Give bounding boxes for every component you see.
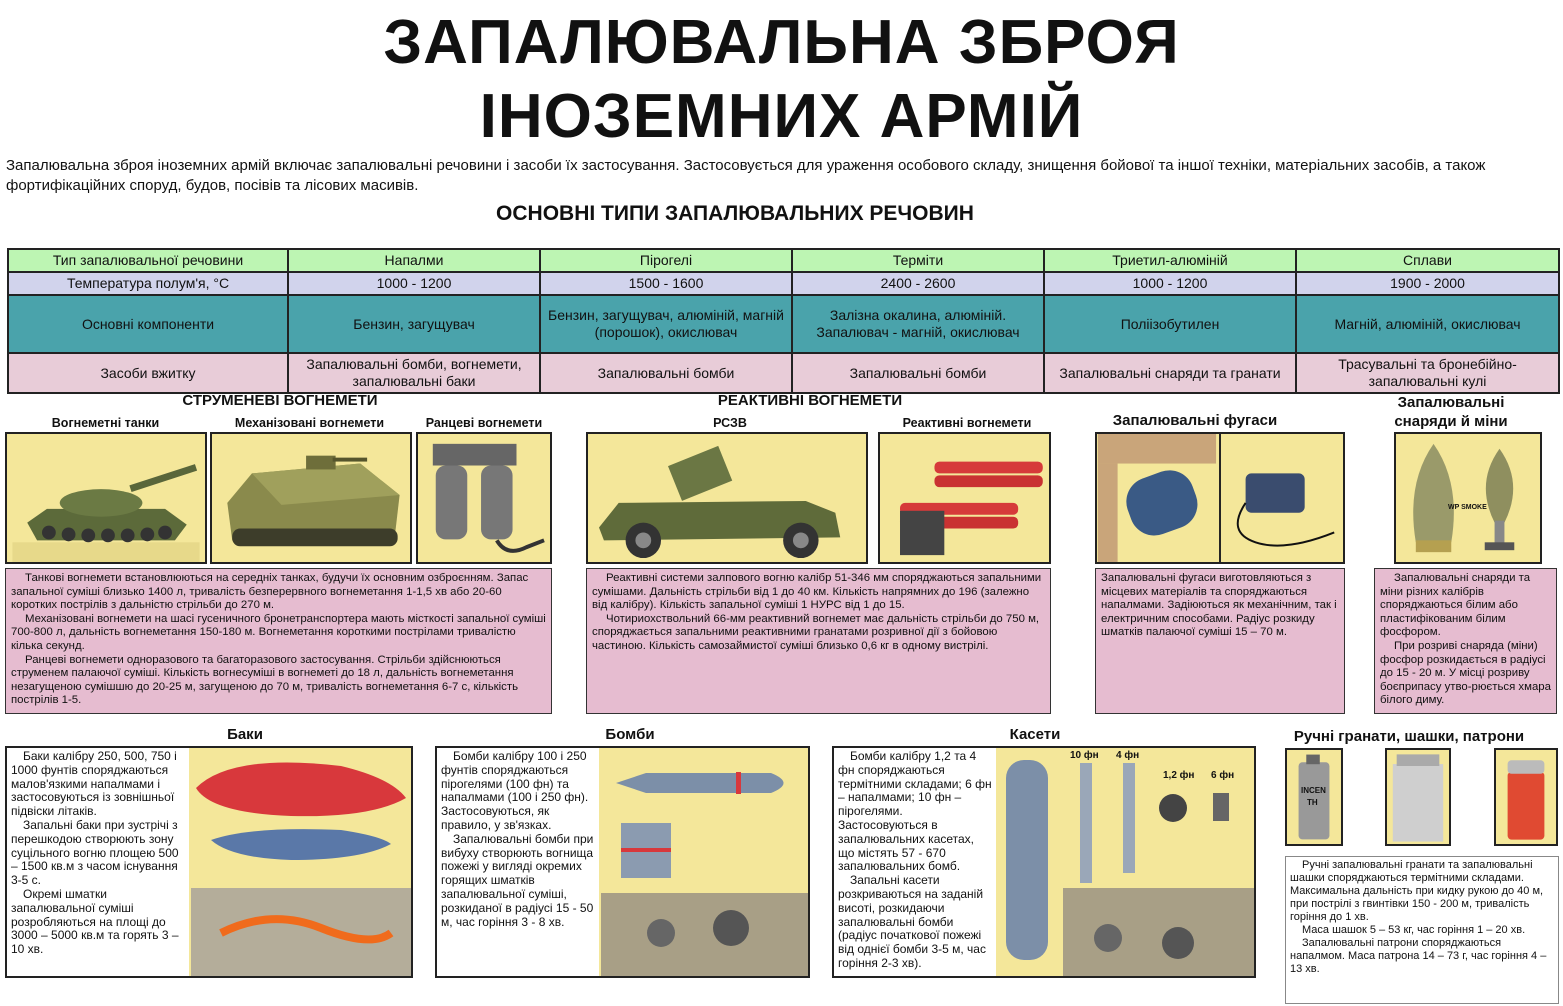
table-cell: 2400 - 2600 xyxy=(792,272,1044,295)
table-cell: Бензин, загущувач xyxy=(288,295,540,353)
table-cell: Запалювальні бомби xyxy=(540,353,792,393)
table-cell: 1900 - 2000 xyxy=(1296,272,1559,295)
rocket-flamethrowers-text xyxy=(586,568,1051,714)
table-subtitle: ОСНОВНІ ТИПИ ЗАПАЛЮВАЛЬНИХ РЕЧОВИН xyxy=(496,202,974,225)
text-paragraph: Чотириохствольний 66-мм реактивний вогнемет має дальність стрільби до 750 м, споряджається запальними реактивними гранатами розривної дії з бойовою частиною. Кількість самозаймистої суміші близько 0,6 кг в одному вистрілі. xyxy=(592,612,1040,652)
text-paragraph: Запалювальні патрони споряджаються напалмом. Маса патрона 14 – 73 г, час горіння 4 – 13 хв. xyxy=(1290,937,1547,975)
incendiary-block-icon xyxy=(1387,750,1449,844)
grenade-icon xyxy=(1287,750,1341,844)
table-row xyxy=(8,295,1559,353)
text-paragraph: При розриві снаряда (міни) фосфор розкидається в радіусі до 15 - 20 м. У місці розриву боєприпасу утво-рюється хмара білого диму. xyxy=(1380,639,1551,707)
grenade-picture xyxy=(1285,748,1343,846)
napalm-tank-icon xyxy=(191,748,411,976)
rocket-launcher-vehicle-icon xyxy=(588,434,866,562)
table-row xyxy=(8,272,1559,295)
tanks-card xyxy=(5,746,413,978)
label-backpack-flamethrowers: Ранцеві вогнемети xyxy=(425,416,543,430)
table-cell: Запалювальні снаряди та гранати xyxy=(1044,353,1296,393)
text-paragraph: Реактивні системи залпового вогню калібр 51-346 мм споряджаються запальними сумішами. Дальність стрільби від 1 до 40 км. Кількість напрямних до 196 (залежно від калібру). Кількість запальної суміші 1 НУРС від 1 до 15. xyxy=(592,572,1042,612)
table-cell: Залізна окалина, алюміній. Запалювач - магній, окислювач xyxy=(792,295,1044,353)
table-cell: Триетил-алюміній xyxy=(1044,249,1296,272)
multi-barrel-launcher-icon xyxy=(880,434,1049,562)
bombs-text xyxy=(437,748,599,976)
label-flame-tanks: Вогнеметні танки xyxy=(51,416,160,430)
section-title-shells-1: Запалювальні xyxy=(1397,394,1505,411)
text-paragraph: Запалювальні бомби при вибуху створюють вогнища пожежі у вигляді окремих горящих шматків запалювальної суміші, розкиданої в радіусі 15 - 50 м, час горіння 3 - 8 хв. xyxy=(441,831,594,929)
text-paragraph: Ручні запалювальні гранати та запалювальні шашки споряджаються термітними складами. Максимальна дальність при кидку рукою до 40 м, при пострілі з гвинтівки 150 - 200 м, тривалість горіння до 1 хв. xyxy=(1290,859,1544,923)
table-cell: Засоби вжитку xyxy=(8,353,288,393)
fougasse-text xyxy=(1095,568,1345,714)
shells-mines-picture xyxy=(1394,432,1542,564)
text-paragraph: Бомби калібру 1,2 та 4 фн споряджаються термітними складами; 6 фн – напалмами; 10 фн – пірогелями. Застосовуються в запалювальних касетах, що містять 57 - 670 запалювальних бомб. xyxy=(838,749,992,874)
incendiary-block-picture xyxy=(1385,748,1451,846)
tank-icon xyxy=(7,434,205,562)
table-cell: Температура полум'я, °С xyxy=(8,272,288,295)
text-paragraph: Запалювальні фугаси виготовляються з місцевих матеріалів та споряджаються напалмами. Задіюються як механічним, так і електричним способами. Радіус розкиду шматків палаючої суміші 15 – 70 м. xyxy=(1101,572,1337,639)
text-paragraph: Маса шашок 5 – 53 кг, час горіння 1 – 20 хв. xyxy=(1302,924,1526,936)
label-6lb: 6 фн xyxy=(1211,770,1235,781)
table-cell: Тип запалювальної речовини xyxy=(8,249,288,272)
text-paragraph: Запалювальні снаряди та міни різних калібрів споряджаються білим або пластифікованим білим фосфором. xyxy=(1380,572,1531,639)
shell-mark: WP SMOKE xyxy=(1448,504,1487,511)
mechanized-flamethrower-picture xyxy=(210,432,412,564)
page-title-line2: ІНОЗЕМНИХ АРМІЙ xyxy=(479,82,1084,151)
table-cell: 1000 - 1200 xyxy=(1044,272,1296,295)
table-cell: Поліізобутилен xyxy=(1044,295,1296,353)
grenade-mark: INCEN xyxy=(1301,786,1326,795)
table-cell: Сплави xyxy=(1296,249,1559,272)
section-title-fougasse: Запалювальні фугаси xyxy=(1112,412,1278,429)
grenades-text xyxy=(1285,856,1559,1004)
text-paragraph: Баки калібру 250, 500, 750 і 1000 фунтів споряджаються мал​ов'язкими напалмами і застосовуються із зовнішньої підвіски літаків. xyxy=(11,749,177,819)
section-title-jet: СТРУМЕНЕВІ ВОГНЕМЕТИ xyxy=(182,392,378,409)
text-paragraph: Запальні баки при зустрічі з перешкодою створюють зону суцільного вогню площею 500 – 1500 кв.м з часом існування 3-5 с. xyxy=(11,817,179,888)
shells-text xyxy=(1374,568,1557,714)
cartridge-picture xyxy=(1494,748,1558,846)
section-title-bombs: Бомби xyxy=(605,726,655,743)
tanks-text xyxy=(7,748,189,976)
fougasse-picture xyxy=(1095,432,1345,564)
table-row xyxy=(8,249,1559,272)
cartridge-icon xyxy=(1496,750,1556,844)
jet-flamethrowers-text xyxy=(5,568,552,714)
table-cell: 1000 - 1200 xyxy=(288,272,540,295)
armored-carrier-icon xyxy=(212,434,410,562)
grenade-mark-th: TH xyxy=(1307,798,1318,807)
table-cell: Запалювальні бомби xyxy=(792,353,1044,393)
bombs-card xyxy=(435,746,810,978)
table-cell: Основні компоненти xyxy=(8,295,288,353)
tanks-picture xyxy=(191,748,411,976)
cassettes-picture xyxy=(998,748,1254,976)
backpack-flamethrower-icon xyxy=(418,434,550,562)
table-row xyxy=(8,353,1559,393)
fougasse-drum-icon xyxy=(1097,434,1343,562)
shell-mine-icon xyxy=(1396,434,1540,562)
incendiary-types-table xyxy=(7,248,1560,394)
incendiary-bomb-icon xyxy=(601,748,808,976)
section-title-rocket: РЕАКТИВНІ ВОГНЕМЕТИ xyxy=(717,392,903,409)
cluster-bomb-icon xyxy=(998,748,1254,976)
page-title-line1: ЗАПАЛЮВАЛЬНА ЗБРОЯ xyxy=(383,8,1180,77)
text-paragraph: Окремі шматки запалювальної суміші розробляються на площі до 3000 – 5000 кв.м та горять 3 – 10 хв. xyxy=(11,886,179,957)
table-cell: Трасувальні та бронебійно-запалювальні кулі xyxy=(1296,353,1559,393)
mlrs-picture xyxy=(586,432,868,564)
label-4lb: 4 фн xyxy=(1116,750,1140,761)
text-paragraph: Бомби калібру 100 і 250 фунтів споряджаються пірогелями (100 фн) та напалмами (100 і 250 фн). Застосовуються, як правило, у зв'язках. xyxy=(441,749,589,832)
bombs-picture xyxy=(601,748,808,976)
label-rocket-flamethrowers: Реактивні вогнемети xyxy=(902,416,1032,430)
text-paragraph: Танкові вогнемети встановлюються на середніх танках, будучи їх основним озброєнням. Запас запальної суміші близько 1400 л, тривалість безперервного вогнеметання 1-1,5 хв або 20-60 коротких пострілів з дальністю стрільби до 270 м. xyxy=(11,572,529,612)
text-paragraph: Ранцеві вогнемети одноразового та багаторазового застосування. Стрільби здійснюються струменем палаючої суміші. Кількість вогнесуміші в вогнеметі до 18 л, дальність вогнеметання незагущеною сумішшю до 20-25 м, загущеною до 70 м, тривалість вогнеметання 6-7 с, кількість пострілів 1-5. xyxy=(11,653,518,707)
cassettes-text xyxy=(834,748,996,976)
section-title-cassettes: Касети xyxy=(1009,726,1061,743)
table-cell: Запалювальні бомби, вогнемети, запалювальні баки xyxy=(288,353,540,393)
section-title-shells-2: снаряди й міни xyxy=(1394,413,1508,430)
table-cell: Пірогелі xyxy=(540,249,792,272)
table-cell: Бензин, загущувач, алюміній, магній (порошок), окислювач xyxy=(540,295,792,353)
cassettes-card xyxy=(832,746,1256,978)
backpack-flamethrower-picture xyxy=(416,432,552,564)
table-cell: Терміти xyxy=(792,249,1044,272)
table-cell: 1500 - 1600 xyxy=(540,272,792,295)
label-10lb: 10 фн xyxy=(1070,750,1099,761)
rocket-flamethrower-picture xyxy=(878,432,1051,564)
text-paragraph: Запальні касети розкриваються на заданій висоті, розкидаючи запалювальні бомби (радіус початкової пожежі від однієї бомби 3-5 м, час горіння 2-3 хв). xyxy=(838,873,986,970)
section-title-grenades: Ручні гранати, шашки, патрони xyxy=(1293,728,1525,745)
intro-text: Запалювальна зброя іноземних армій включає запалювальні речовини і засоби їх застосування. Застосовується для ураження особового складу, знищення бойової та іншої техніки, матеріальних засобів, а також фортифікаційних споруд, будов, посівів та лісових масивів. xyxy=(6,157,1486,194)
label-1-2lb: 1,2 фн xyxy=(1163,770,1195,781)
table-cell: Напалми xyxy=(288,249,540,272)
text-paragraph: Механізовані вогнемети на шасі гусеничного бронетранспортера мають місткості запальної суміші 700-800 л, дальність вогнеметання 150-180 м. Вогнеметання короткими пострілами тривалістю кілька секунд. xyxy=(11,612,546,652)
table-cell: Магній, алюміній, окислювач xyxy=(1296,295,1559,353)
section-title-tanks: Баки xyxy=(227,726,263,743)
label-mlrs: РСЗВ xyxy=(713,416,747,430)
label-mech-flamethrowers: Механізовані вогнемети xyxy=(234,416,385,430)
flame-tank-picture xyxy=(5,432,207,564)
